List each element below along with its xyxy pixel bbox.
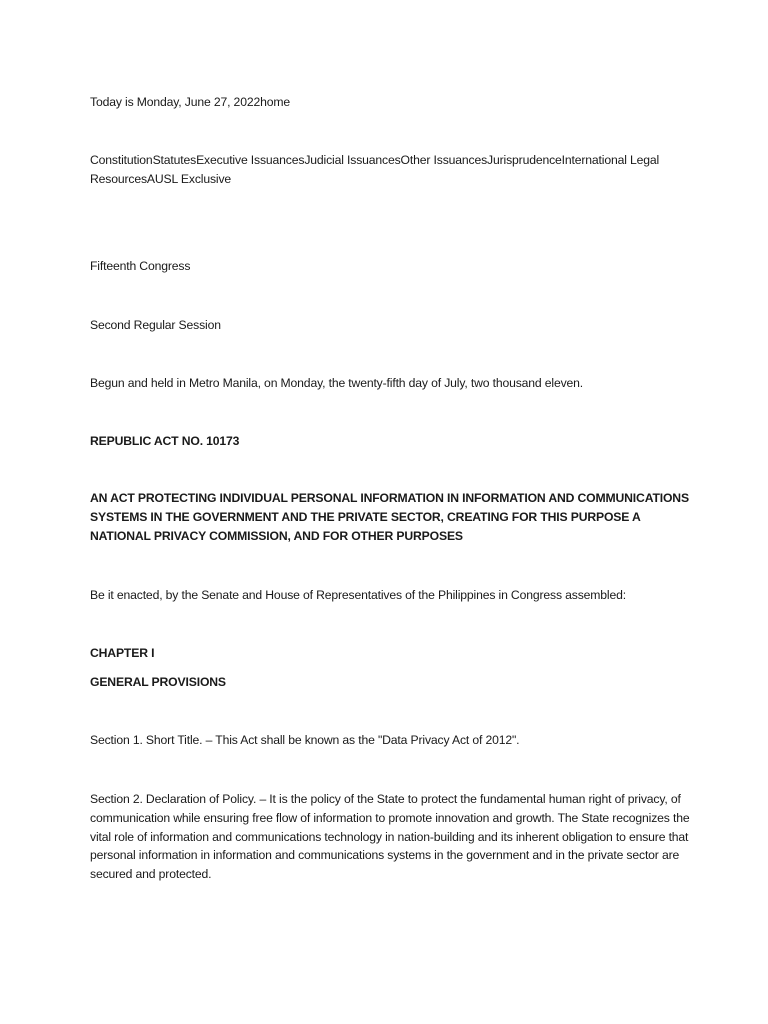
nav-menu: [90, 151, 675, 189]
nav-item-executive-issuances[interactable]: Executive Issuances: [196, 153, 305, 167]
act-number: REPUBLIC ACT NO. 10173: [90, 434, 240, 448]
nav-item-constitution[interactable]: Constitution: [90, 153, 153, 167]
act-title: AN ACT PROTECTING INDIVIDUAL PERSONAL INFORMATION IN INFORMATION AND COMMUNICATIONS SYSTEMS IN THE GOVERNMENT AND THE PRIVATE SECTOR, CREATING FOR THIS PURPOSE A NATIONAL PRIVACY COMMISSION, AND FOR OTHER PURPOSES: [90, 491, 693, 543]
nav-item-jurisprudence[interactable]: Jurisprudence: [487, 153, 562, 167]
section-2-paragraph: Section 2. Declaration of Policy. – It is the policy of the State to protect the fundamental human right of privacy, of communication while ensuring free flow of information to promote innovation and growth. The State recognizes the vital role of information and communications technology in nation-building and its inherent obligation to ensure that personal information in information and communications systems in the government and in the private sector are secured and protected.: [90, 792, 693, 882]
nav-item-other-issuances[interactable]: Other Issuances: [400, 153, 488, 167]
enacting-clause: Be it enacted, by the Senate and House of Representatives of the Philippines in Congress assembled:: [90, 588, 626, 602]
nav-item-ausl-exclusive[interactable]: AUSL Exclusive: [146, 171, 232, 186]
section-1-paragraph: Section 1. Short Title. – This Act shall be known as the "Data Privacy Act of 2012".: [90, 733, 520, 747]
chapter-title: GENERAL PROVISIONS: [90, 675, 226, 689]
date-text: Today is Monday, June 27, 2022: [90, 95, 261, 109]
congress-heading: Fifteenth Congress: [90, 259, 191, 273]
home-link[interactable]: home: [260, 95, 290, 109]
nav-item-statutes[interactable]: Statutes: [152, 153, 197, 167]
session-heading: Second Regular Session: [90, 318, 221, 332]
nav-item-judicial-issuances[interactable]: Judicial Issuances: [304, 153, 401, 167]
chapter-heading: CHAPTER I: [90, 646, 155, 660]
begun-paragraph: Begun and held in Metro Manila, on Monday, the twenty-fifth day of July, two thousand eleven.: [90, 376, 584, 390]
date-line: [90, 93, 690, 112]
nav-item-international-legal-resources[interactable]: International Legal Resources: [90, 153, 663, 186]
